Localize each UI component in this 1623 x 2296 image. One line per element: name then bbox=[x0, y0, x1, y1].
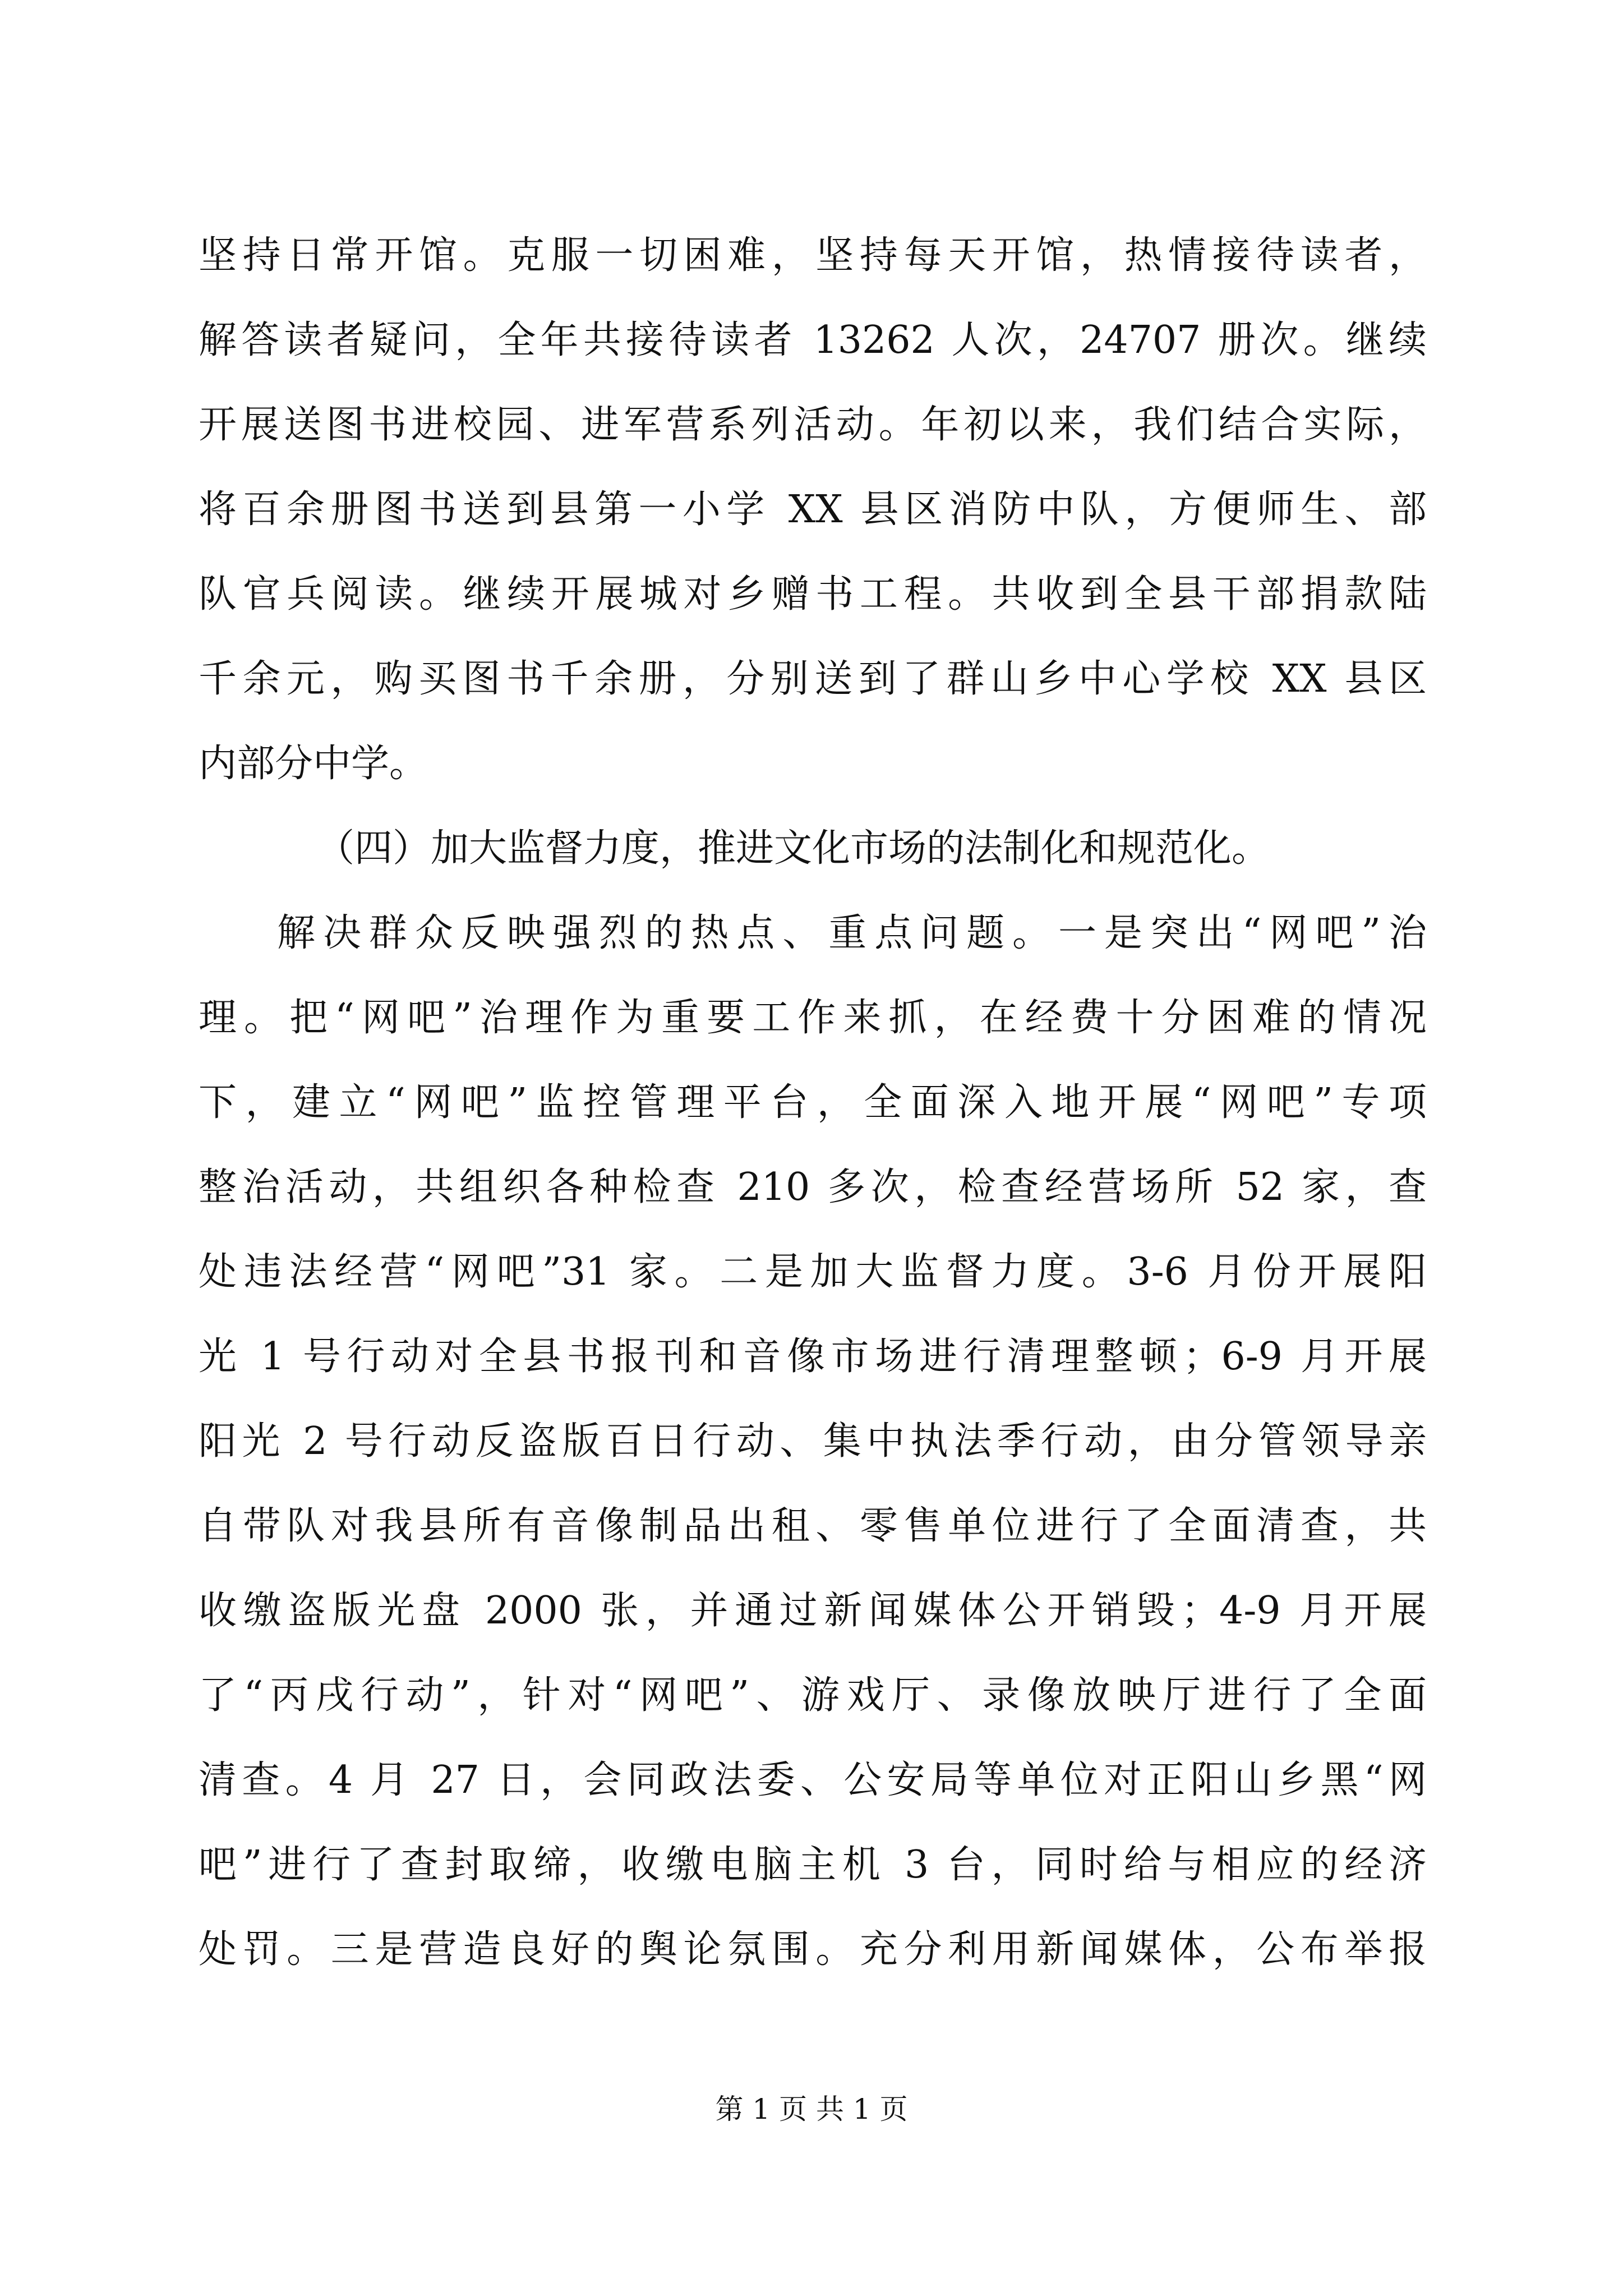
text-line: 阳光 2 号行动反盗版百日行动、集中执法季行动，由分管领导亲 bbox=[199, 1419, 1427, 1464]
text-line: 坚持日常开馆。克服一切困难，坚持每天开馆，热情接待读者， bbox=[199, 233, 1427, 278]
section-heading: （四）加大监督力度，推进文化市场的法制化和规范化。 bbox=[316, 826, 1270, 871]
text-line: 处违法经营“网吧”31 家。二是加大监督力度。3-6 月份开展阳 bbox=[199, 1250, 1427, 1294]
text-line: 了“丙戌行动”，针对“网吧”、游戏厅、录像放映厅进行了全面 bbox=[199, 1673, 1427, 1718]
text-line: 处罚。三是营造良好的舆论氛围。充分利用新闻媒体，公布举报 bbox=[199, 1927, 1427, 1972]
text-line: 自带队对我县所有音像制品出租、零售单位进行了全面清查，共 bbox=[199, 1504, 1427, 1548]
text-line: 队官兵阅读。继续开展城对乡赠书工程。共收到全县干部捐款陆 bbox=[199, 572, 1427, 616]
text-line: 千余元，购买图书千余册，分别送到了群山乡中心学校 XX 县区 bbox=[199, 657, 1427, 701]
text-line: 下，建立“网吧”监控管理平台，全面深入地开展“网吧”专项 bbox=[199, 1080, 1427, 1125]
text-line: 内部分中学。 bbox=[199, 742, 428, 786]
text-line: 开展送图书进校园、进军营系列活动。年初以来，我们结合实际， bbox=[199, 403, 1427, 447]
page-footer bbox=[0, 2092, 1623, 2126]
text-line: 将百余册图书送到县第一小学 XX 县区消防中队，方便师生、部 bbox=[199, 487, 1427, 532]
text-line: 吧”进行了查封取缔，收缴电脑主机 3 台，同时给与相应的经济 bbox=[199, 1843, 1427, 1887]
text-line: 清查。4 月 27 日，会同政法委、公安局等单位对正阳山乡黑“网 bbox=[199, 1758, 1427, 1802]
text-line: 解答读者疑问，全年共接待读者 13262 人次，24707 册次。继续 bbox=[199, 318, 1427, 362]
text-line: 整治活动，共组织各种检查 210 多次，检查经营场所 52 家，查 bbox=[199, 1165, 1427, 1209]
text-line: 理。把“网吧”治理作为重要工作来抓，在经费十分困难的情况 bbox=[199, 996, 1427, 1040]
text-line: 解决群众反映强烈的热点、重点问题。一是突出“网吧”治 bbox=[277, 911, 1427, 955]
text-line: 光 1 号行动对全县书报刊和音像市场进行清理整顿；6-9 月开展 bbox=[199, 1335, 1427, 1379]
document-body bbox=[199, 213, 1427, 1992]
text-line: 收缴盗版光盘 2000 张，并通过新闻媒体公开销毁；4-9 月开展 bbox=[199, 1589, 1427, 1633]
page-number: 第 1 页 共 1 页 bbox=[715, 2093, 908, 2125]
